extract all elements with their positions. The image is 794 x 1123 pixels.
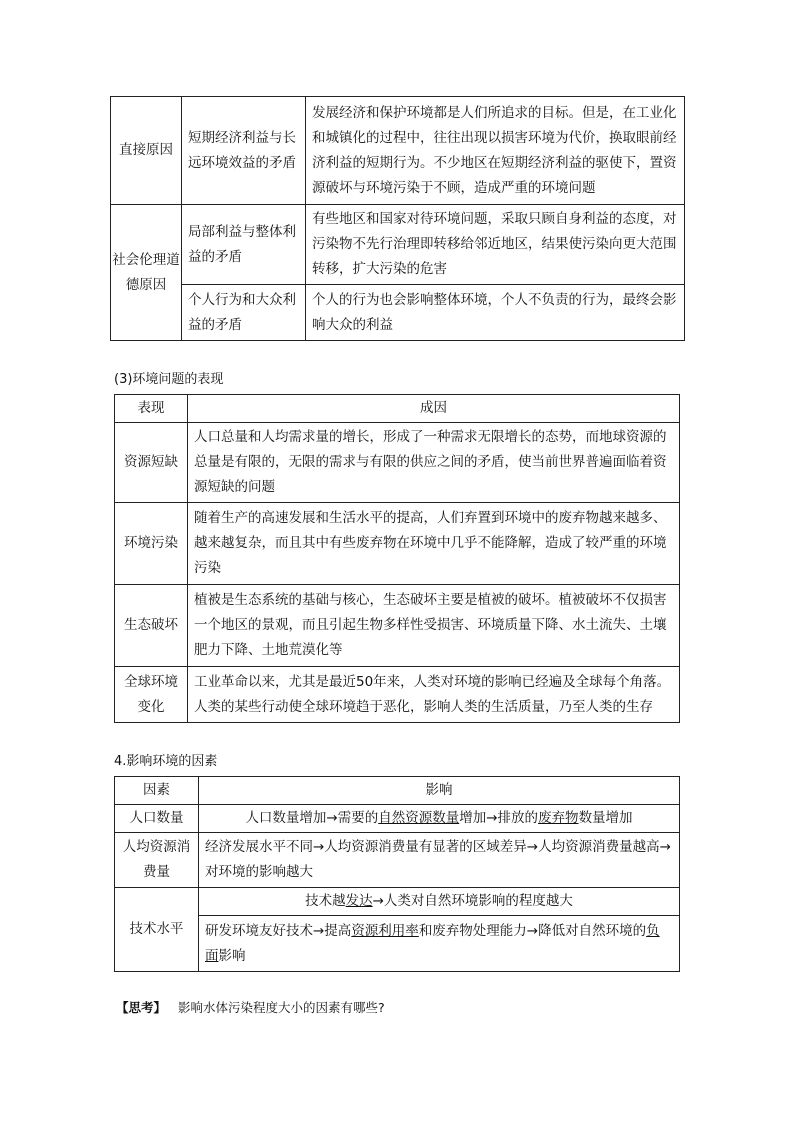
row-desc: 植被是生态系统的基础与核心，生态破坏主要是植被的破坏。植被破坏不仅损害一个地区的景观，而且引起生物多样性受损害、环境质量下降、水土流失、土壤肥力下降、土地荒漠化等 <box>188 585 680 667</box>
row-desc: 发展经济和保护环境都是人们所追求的目标。但是，在工业化和城镇化的过程中，往往出现以损害环境为代价，换取眼前经济利益的短期行为。不少地区在短期经济利益的驱使下，置资源破坏与环境污染于不顾，造成严重的环境问题 <box>306 97 685 205</box>
underlined-term: 废弃物 <box>538 810 579 826</box>
row-desc: 个人的行为也会影响整体环境，个人不负责的行为，最终会影响大众的利益 <box>306 285 685 341</box>
text: 增加→排放的 <box>459 810 539 826</box>
row-desc: 人口总量和人均需求量的增长，形成了一种需求无限增长的态势，而地球资源的总量是有限的，无限的需求与有限的供应之间的矛盾，使当前世界普遍面临着资源短缺的问题 <box>188 423 680 503</box>
row-label: 资源短缺 <box>115 423 188 503</box>
table-row <box>115 833 680 888</box>
table-row <box>115 888 680 916</box>
table-row <box>115 805 680 833</box>
text: →人类对自然环境影响的程度越大 <box>372 893 573 909</box>
row-desc <box>199 888 680 916</box>
row-desc: 经济发展水平不同→人均资源消费量有显著的区域差异→人均资源消费量越高→对环境的影响越大 <box>199 833 680 888</box>
manifestation-table <box>114 394 680 723</box>
underlined-term: 发达 <box>345 893 373 909</box>
thinking-question <box>116 998 385 1016</box>
underlined-term: 负面 <box>205 922 660 964</box>
row-sub: 个人行为和大众利益的矛盾 <box>182 285 306 341</box>
row-desc: 随着生产的高速发展和生活水平的提高，人们弃置到环境中的废弃物越来越多、越来越复杂，而且其中有些废弃物在环境中几乎不能降解，造成了较严重的环境污染 <box>188 503 680 585</box>
factors-table <box>114 776 680 972</box>
row-label: 全球环境变化 <box>115 667 188 723</box>
row-desc: 工业革命以来，尤其是最近50年来，人类对环境的影响已经遍及全球每个角落。人类的某些行动使全球环境趋于恶化，影响人类的生活质量，乃至人类的生存 <box>188 667 680 723</box>
table-row <box>115 423 680 503</box>
row-label: 环境污染 <box>115 503 188 585</box>
row-desc: 有些地区和国家对待环境问题，采取只顾自身利益的态度，对污染物不先行治理即转移给邻近地区，结果使污染向更大范围转移，扩大污染的危害 <box>306 205 685 285</box>
row-label: 生态破坏 <box>115 585 188 667</box>
table-header-row <box>115 395 680 423</box>
causes-table <box>110 96 685 341</box>
row-label: 技术水平 <box>115 888 199 972</box>
table-row <box>111 285 685 341</box>
text: 人口数量增加→需要的 <box>245 810 379 826</box>
text: 影响 <box>218 947 246 964</box>
table-header-row <box>115 777 680 805</box>
column-header: 影响 <box>199 777 680 805</box>
row-label: 直接原因 <box>111 97 182 205</box>
row-desc <box>199 916 680 972</box>
section-title: 4.影响环境的因素 <box>114 754 218 769</box>
column-header: 因素 <box>115 777 199 805</box>
text: 和废弃物处理能力→降低对自然环境的 <box>418 922 647 939</box>
row-sub: 局部利益与整体利益的矛盾 <box>182 205 306 285</box>
thinking-tag: 【思考】 <box>116 1000 167 1015</box>
row-desc <box>199 805 680 833</box>
table-row <box>115 503 680 585</box>
text: 数量增加 <box>578 810 633 826</box>
row-label: 人口数量 <box>115 805 199 833</box>
row-sub: 短期经济利益与长远环境效益的矛盾 <box>182 97 306 205</box>
underlined-term: 自然资源数量 <box>378 810 460 826</box>
row-label: 人均资源消费量 <box>115 833 199 888</box>
question-text: 影响水体污染程度大小的因素有哪些? <box>178 1000 385 1015</box>
table-row <box>115 585 680 667</box>
column-header: 成因 <box>188 395 680 423</box>
column-header: 表现 <box>115 395 188 423</box>
row-label: 社会伦理道德原因 <box>111 205 182 341</box>
text: 研发环境友好技术→提高 <box>205 922 352 939</box>
table-row <box>115 916 680 972</box>
text: 技术越 <box>305 893 346 909</box>
underlined-term: 资源利用率 <box>351 922 419 939</box>
section-title: (3)环境问题的表现 <box>114 372 224 387</box>
table-row <box>115 667 680 723</box>
table-row <box>111 97 685 205</box>
table-row <box>111 205 685 285</box>
